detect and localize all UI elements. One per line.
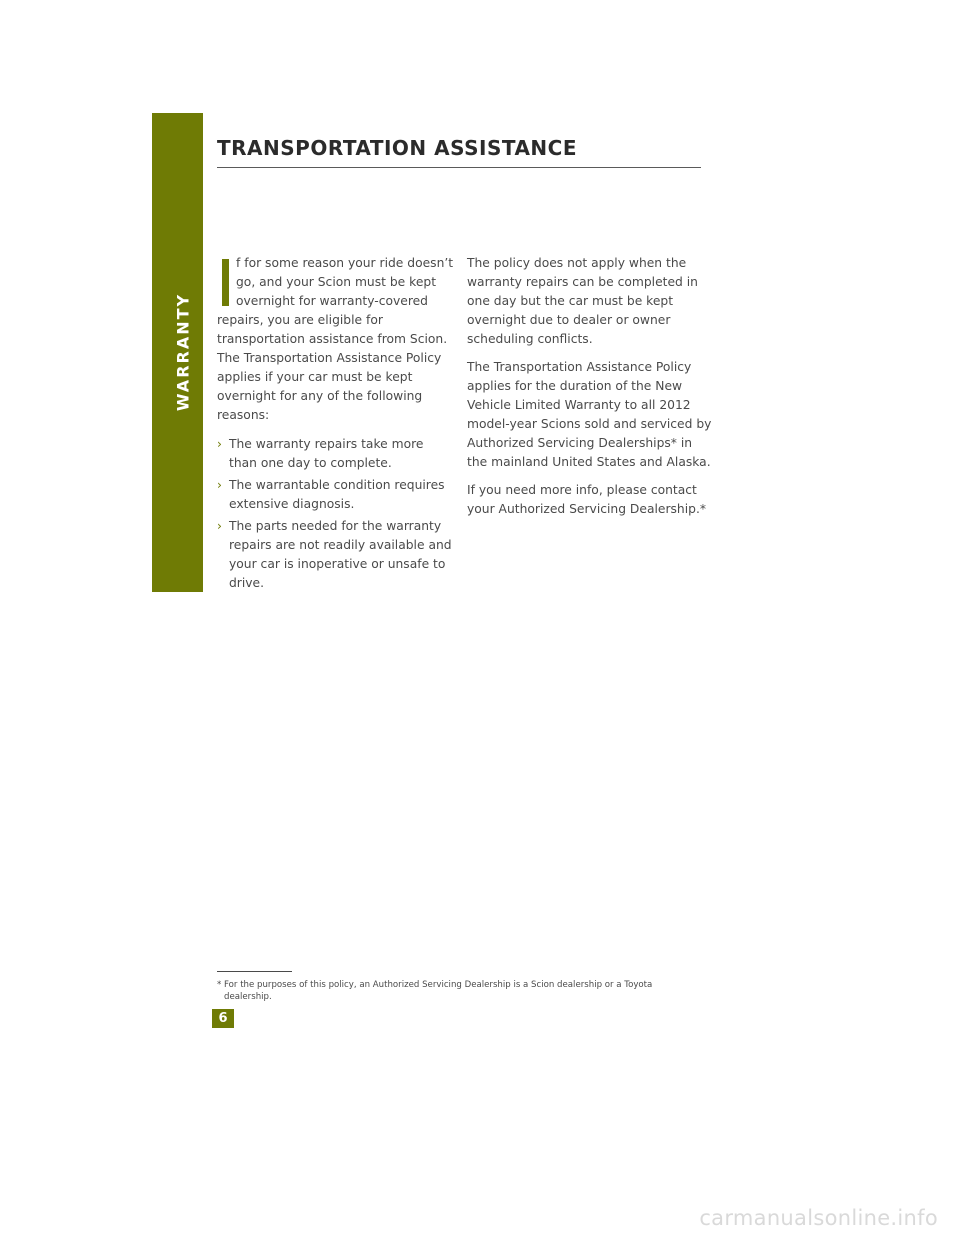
list-item-line: repairs are not readily available and — [229, 538, 452, 552]
paragraph-line: If you need more info, please contact — [467, 483, 697, 497]
contact-paragraph — [467, 481, 707, 519]
paragraph-line: applies for the duration of the New — [467, 379, 683, 393]
list-item-text — [229, 517, 452, 593]
paragraph-line: The policy does not apply when the — [467, 256, 687, 270]
paragraph-line: the mainland United States and Alaska. — [467, 455, 711, 469]
footnote — [217, 979, 687, 1003]
list-item-line: drive. — [229, 576, 265, 590]
title-divider — [217, 167, 701, 168]
intro-line: reasons: — [217, 408, 270, 422]
left-column — [217, 254, 454, 596]
intro-line: f for some reason your ride doesn’t — [236, 256, 454, 270]
paragraph-line: overnight due to dealer or owner — [467, 313, 671, 327]
list-item — [217, 517, 452, 593]
footnote-line: * For the purposes of this policy, an Authorized Servicing Dealership is a Scion dealership or a Toyota — [217, 980, 653, 990]
intro-line: repairs, you are eligible for — [217, 313, 383, 327]
intro-line: applies if your car must be kept — [217, 370, 413, 384]
intro-paragraph — [217, 254, 454, 425]
paragraph-line: The Transportation Assistance Policy — [467, 360, 692, 374]
list-item-line: The warrantable condition requires — [229, 478, 445, 492]
list-item-line: your car is inoperative or unsafe to — [229, 557, 446, 571]
paragraph-line: Vehicle Limited Warranty to all 2012 — [467, 398, 691, 412]
paragraph-line: scheduling conflicts. — [467, 332, 593, 346]
list-item-text — [229, 435, 449, 473]
list-item-line: than one day to complete. — [229, 456, 392, 470]
list-item-line: extensive diagnosis. — [229, 497, 355, 511]
page-number-badge: 6 — [212, 1009, 234, 1028]
chevron-right-icon: › — [217, 437, 222, 451]
chevron-right-icon: › — [217, 478, 222, 492]
intro-line: The Transportation Assistance Policy — [217, 351, 442, 365]
page-title: TRANSPORTATION ASSISTANCE — [217, 136, 578, 160]
policy-duration-paragraph — [467, 358, 712, 472]
intro-line: overnight for warranty-covered — [236, 294, 428, 308]
intro-line: go, and your Scion must be kept — [236, 275, 437, 289]
chevron-right-icon: › — [217, 519, 222, 533]
paragraph-line: Authorized Servicing Dealerships* in — [467, 436, 693, 450]
right-column — [467, 254, 712, 528]
list-item-line: The warranty repairs take more — [229, 437, 424, 451]
intro-line: transportation assistance from Scion. — [217, 332, 448, 346]
footnote-line: dealership. — [224, 992, 272, 1002]
paragraph-line: model-year Scions sold and serviced by — [467, 417, 712, 431]
intro-line: overnight for any of the following — [217, 389, 423, 403]
paragraph-line: your Authorized Servicing Dealership.* — [467, 502, 707, 516]
list-item-line: The parts needed for the warranty — [229, 519, 442, 533]
watermark: carmanualsonline.info — [699, 1206, 938, 1230]
drop-cap-i — [222, 259, 229, 306]
footnote-divider — [217, 971, 292, 972]
paragraph-line: one day but the car must be kept — [467, 294, 674, 308]
list-item — [217, 435, 449, 473]
section-tab-label: WARRANTY — [173, 292, 193, 412]
list-item — [217, 476, 449, 514]
list-item-text — [229, 476, 449, 514]
policy-exception-paragraph — [467, 254, 707, 349]
reasons-list — [217, 435, 452, 593]
paragraph-line: warranty repairs can be completed in — [467, 275, 698, 289]
